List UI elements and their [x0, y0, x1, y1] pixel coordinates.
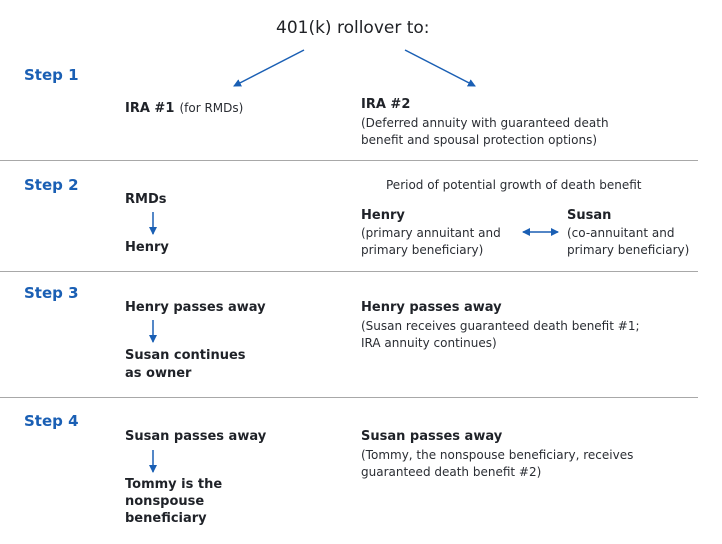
henry-role-line1: (primary annuitant and — [361, 226, 501, 240]
henry-recipient-label: Henry — [125, 240, 169, 255]
susan-role-line1: (co-annuitant and — [567, 226, 675, 240]
step3-right-line2: IRA annuity continues) — [361, 336, 497, 350]
step-1-label: Step 1 — [24, 66, 79, 84]
step3-left-bottom-line1: Susan continues — [125, 348, 246, 363]
henry-title: Henry — [361, 208, 405, 223]
step-2-label: Step 2 — [24, 176, 79, 194]
ira2-desc-line2: benefit and spousal protection options) — [361, 133, 598, 147]
step4-right-line1: (Tommy, the nonspouse beneficiary, receives — [361, 448, 634, 462]
growth-note: Period of potential growth of death benefit — [386, 178, 642, 192]
arrow-to-ira1 — [234, 50, 304, 86]
step4-right-title: Susan passes away — [361, 429, 503, 444]
divider-1 — [0, 160, 698, 161]
step3-left-bottom-line2: as owner — [125, 366, 192, 381]
arrow-to-ira2 — [405, 50, 475, 86]
step-4-label: Step 4 — [24, 412, 79, 430]
divider-2 — [0, 271, 698, 272]
divider-3 — [0, 397, 698, 398]
ira1-title: IRA #1 — [125, 101, 175, 116]
diagram-title: 401(k) rollover to: — [276, 18, 430, 38]
ira1-note: (for RMDs) — [179, 101, 244, 115]
step4-left-bottom-line3: beneficiary — [125, 511, 207, 526]
step4-right-line2: guaranteed death benefit #2) — [361, 465, 542, 479]
step4-left-bottom-line2: nonspouse — [125, 494, 205, 509]
rmds-label: RMDs — [125, 192, 167, 207]
step4-left-bottom-line1: Tommy is the — [125, 477, 223, 492]
step-3-label: Step 3 — [24, 284, 79, 302]
ira2-desc-line1: (Deferred annuity with guaranteed death — [361, 116, 609, 130]
ira2-title: IRA #2 — [361, 97, 411, 112]
henry-role-line2: primary beneficiary) — [361, 243, 484, 257]
step3-right-title: Henry passes away — [361, 300, 502, 315]
step3-right-line1: (Susan receives guaranteed death benefit #1; — [361, 319, 640, 333]
ira1-heading — [125, 97, 243, 117]
step4-left-top: Susan passes away — [125, 429, 267, 444]
susan-title: Susan — [567, 208, 612, 223]
susan-role-line2: primary beneficiary) — [567, 243, 690, 257]
step3-left-top: Henry passes away — [125, 300, 266, 315]
